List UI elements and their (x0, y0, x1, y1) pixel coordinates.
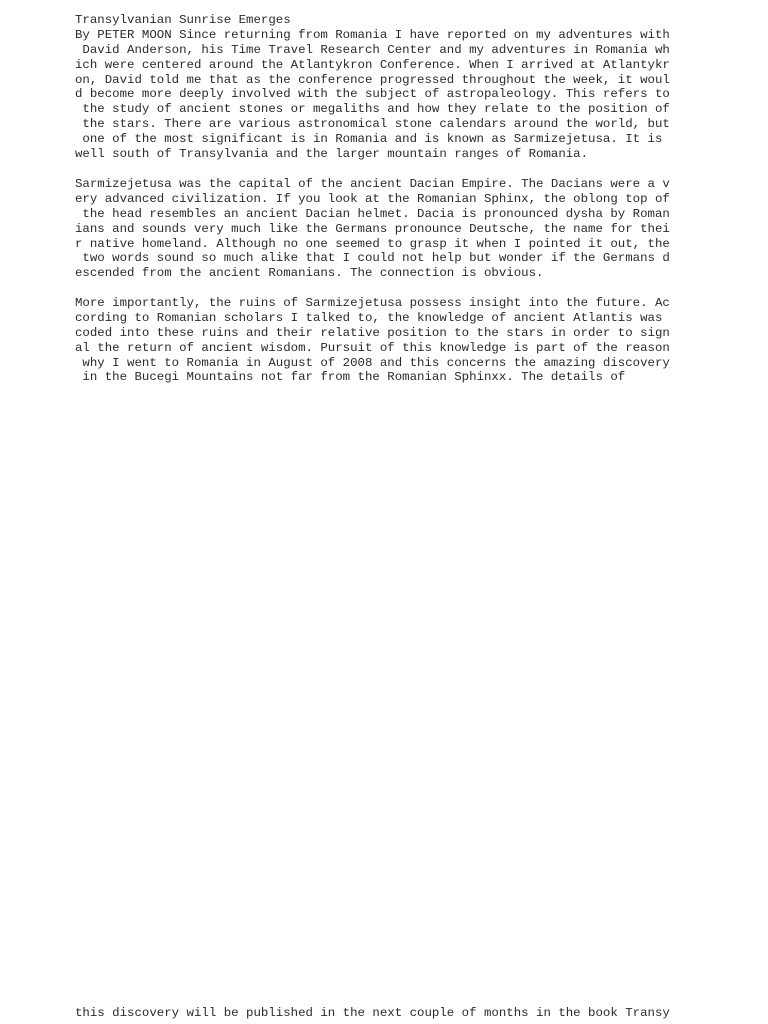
text-line: this discovery will be published in the next couple of months in the book Transy (75, 1006, 670, 1020)
text-line: the stars. There are various astronomical stone calendars around the world, but (75, 117, 670, 132)
text-line: ich were centered around the Atlantykron Conference. When I arrived at Atlantykr (75, 57, 670, 72)
text-line: cording to Romanian scholars I talked to, the knowledge of ancient Atlantis was (75, 310, 663, 325)
text-line: the study of ancient stones or megaliths and how they relate to the position of (75, 102, 670, 117)
text-line: on, David told me that as the conference progressed throughout the week, it woul (75, 72, 670, 87)
text-line: More importantly, the ruins of Sarmizejetusa possess insight into the future. Ac (75, 296, 670, 310)
text-line: one of the most significant is in Romania and is known as Sarmizejetusa. It is (75, 132, 663, 147)
document-title: Transylvanian Sunrise Emerges (75, 13, 291, 27)
text-line: r native homeland. Although no one seemed to grasp it when I pointed it out, the (75, 236, 670, 251)
text-line: By PETER MOON Since returning from Romania I have reported on my adventures with (75, 27, 670, 42)
text-line: coded into these ruins and their relative position to the stars in order to sign (75, 325, 670, 340)
page-footer-text (75, 1006, 695, 1021)
text-line: ery advanced civilization. If you look at the Romanian Sphinx, the oblong top of (75, 191, 670, 206)
text-line: well south of Transylvania and the larger mountain ranges of Romania. (75, 147, 589, 162)
text-line: ians and sounds very much like the Germans pronounce Deutsche, the name for thei (75, 221, 670, 236)
text-line: escended from the ancient Romanians. The connection is obvious. (75, 266, 544, 281)
text-line: two words sound so much alike that I could not help but wonder if the Germans d (75, 251, 670, 266)
text-line: al the return of ancient wisdom. Pursuit of this knowledge is part of the reason (75, 340, 670, 355)
text-line: Sarmizejetusa was the capital of the ancient Dacian Empire. The Dacians were a v (75, 177, 670, 191)
paragraph-2 (75, 177, 695, 281)
text-line: why I went to Romania in August of 2008 and this concerns the amazing discovery (75, 355, 670, 370)
paragraph-3 (75, 296, 695, 385)
text-line: the head resembles an ancient Dacian helmet. Dacia is pronounced dysha by Roman (75, 206, 670, 221)
text-line: in the Bucegi Mountains not far from the Romanian Sphinxx. The details of (75, 370, 626, 385)
paragraph-1 (75, 13, 695, 162)
text-line: d become more deeply involved with the subject of astropaleology. This refers to (75, 87, 670, 102)
text-line: David Anderson, his Time Travel Research Center and my adventures in Romania wh (75, 42, 670, 57)
